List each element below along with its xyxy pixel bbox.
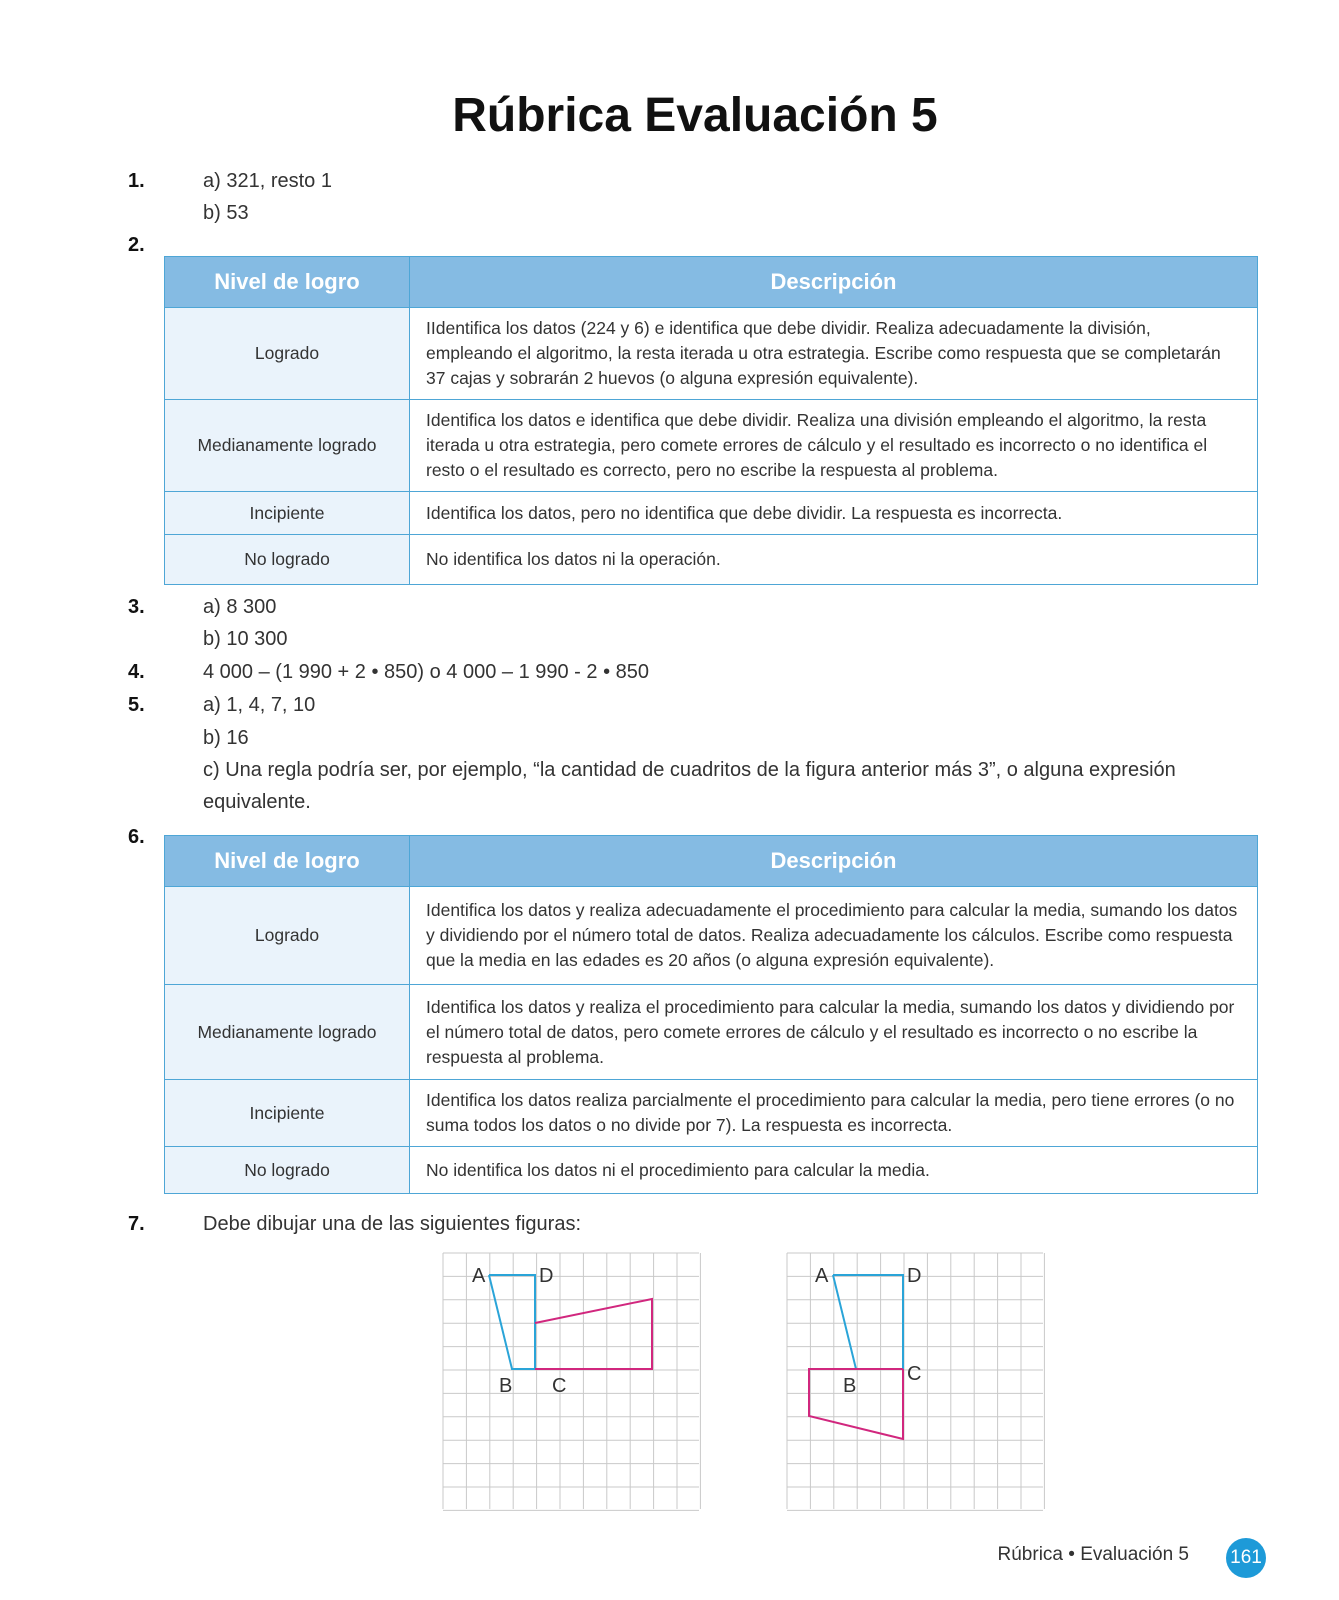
question-number-6: 6.: [128, 826, 145, 848]
description-cell: Identifica los datos y realiza adecuadamente el procedimiento para calcular la media, sumando los datos y dividiendo por el número total de datos. Realiza adecuadamente los cálculos. Escribe como respuesta que la media en las edades es 20 años (o alguna expresión equivalente).: [410, 887, 1258, 985]
q3-answer-a: a) 8 300: [203, 596, 277, 618]
q5-answer-b: b) 16: [203, 727, 249, 749]
header-description: Descripción: [410, 257, 1258, 308]
page-title: Rúbrica Evaluación 5: [452, 89, 938, 142]
level-cell: No logrado: [165, 1147, 410, 1194]
table-row: [165, 308, 1258, 400]
q7-text: Debe dibujar una de las siguientes figuras:: [203, 1213, 582, 1235]
question-number-3: 3.: [128, 596, 145, 618]
quadrilateral-abcd: [489, 1275, 535, 1369]
table-row: [165, 1080, 1258, 1147]
level-cell: Logrado: [165, 887, 410, 985]
description-cell: Identifica los datos e identifica que debe dividir. Realiza una división empleando el algoritmo, la resta iterada u otra estrategia, pero comete errores de cálculo y el resultado es incorrecto o no identifica el resto o el resultado es correcto, pero no escribe la respuesta al problema.: [410, 400, 1258, 492]
description-cell: Identifica los datos y realiza el procedimiento para calcular la media, sumando los datos y dividiendo por el número total de datos, pero comete errores de cálculo y el resultado es incorrecto o no escribe la respuesta al problema.: [410, 985, 1258, 1080]
question-number-4: 4.: [128, 661, 145, 683]
q1-answer-b: b) 53: [203, 202, 249, 224]
description-cell: No identifica los datos ni la operación.: [410, 535, 1258, 585]
grid-figure-2: [786, 1252, 1046, 1512]
question-number-7: 7.: [128, 1213, 145, 1235]
grid-lines: [443, 1253, 700, 1510]
description-cell: No identifica los datos ni el procedimiento para calcular la media.: [410, 1147, 1258, 1194]
header-level: Nivel de logro: [165, 257, 410, 308]
rubric-table-q6: [164, 835, 1258, 1194]
header-description: Descripción: [410, 836, 1258, 887]
description-cell: Identifica los datos, pero no identifica que debe dividir. La respuesta es incorrecta.: [410, 492, 1258, 535]
question-number-5: 5.: [128, 694, 145, 716]
table-header-row: [165, 836, 1258, 887]
q4-answer: 4 000 – (1 990 + 2 • 850) o 4 000 – 1 990 - 2 • 850: [203, 661, 650, 683]
question-number-2: 2.: [128, 234, 145, 256]
table-row: [165, 492, 1258, 535]
quadrilateral-abcd: [833, 1275, 903, 1369]
page-number-badge: 161: [1226, 1538, 1266, 1578]
footer-title: Rúbrica • Evaluación 5: [997, 1544, 1189, 1565]
label-c: C: [907, 1363, 922, 1385]
rubric-table-q2: [164, 256, 1258, 585]
label-d: D: [907, 1265, 922, 1287]
label-b: B: [843, 1375, 857, 1397]
table-row: [165, 1147, 1258, 1194]
q1-answer-a: a) 321, resto 1: [203, 170, 332, 192]
level-cell: Incipiente: [165, 1080, 410, 1147]
table-row: [165, 535, 1258, 585]
level-cell: Incipiente: [165, 492, 410, 535]
level-cell: Medianamente logrado: [165, 400, 410, 492]
q5-answer-c: c) Una regla podría ser, por ejemplo, “la cantidad de cuadritos de la figura anterior más 3”, o alguna expresión equivalente.: [203, 759, 1176, 813]
label-c: C: [552, 1375, 567, 1397]
label-a: A: [815, 1265, 829, 1287]
label-b: B: [499, 1375, 513, 1397]
question-number-1: 1.: [128, 170, 145, 192]
description-cell: IIdentifica los datos (224 y 6) e identifica que debe dividir. Realiza adecuadamente la división, empleando el algoritmo, la resta iterada u otra estrategia. Escribe como respuesta que se completarán 37 cajas y sobrarán 2 huevos (o alguna expresión equivalente).: [410, 308, 1258, 400]
table-row: [165, 400, 1258, 492]
level-cell: Logrado: [165, 308, 410, 400]
label-a: A: [472, 1265, 486, 1287]
table-row: [165, 985, 1258, 1080]
description-cell: Identifica los datos realiza parcialmente el procedimiento para calcular la media, pero tiene errores (o no suma todos los datos o no divide por 7). La respuesta es incorrecta.: [410, 1080, 1258, 1147]
level-cell: No logrado: [165, 535, 410, 585]
grid-figure-1: [442, 1252, 702, 1512]
q3-answer-b: b) 10 300: [203, 628, 288, 650]
q5-answer-a: a) 1, 4, 7, 10: [203, 694, 316, 716]
table-header-row: [165, 257, 1258, 308]
header-level: Nivel de logro: [165, 836, 410, 887]
level-cell: Medianamente logrado: [165, 985, 410, 1080]
table-row: [165, 887, 1258, 985]
magenta-quadrilateral: [535, 1299, 652, 1369]
label-d: D: [539, 1265, 554, 1287]
